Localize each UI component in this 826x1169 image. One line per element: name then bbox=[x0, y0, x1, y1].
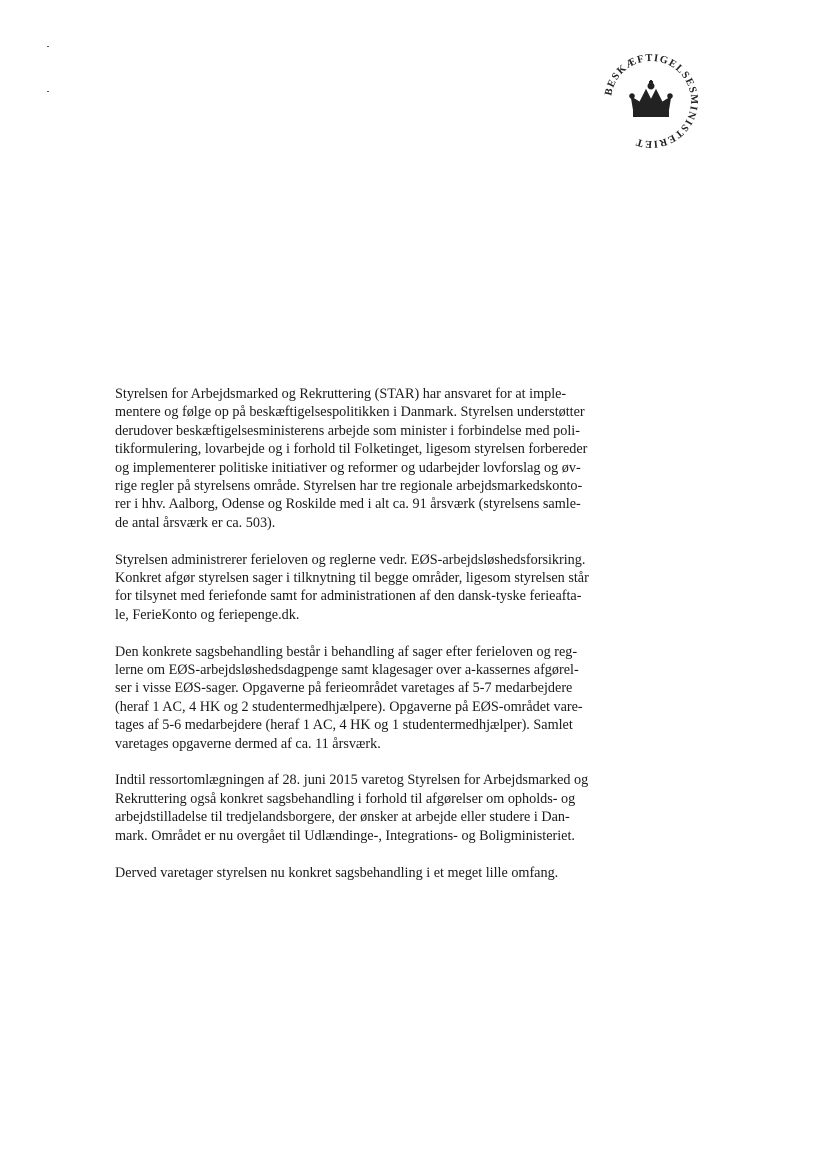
paragraph bbox=[115, 643, 627, 753]
text-line: Styrelsen for Arbejdsmarked og Rekruttering (STAR) har ansvaret for at imple- bbox=[115, 386, 567, 402]
text-line: Styrelsen administrerer ferieloven og reglerne vedr. EØS-arbejdsløshedsforsikring. bbox=[115, 551, 586, 568]
text-line: Rekruttering også konkret sagsbehandling i forhold til afgørelser om opholds- og bbox=[115, 790, 576, 807]
text-line: (heraf 1 AC, 4 HK og 2 studentermedhjælpere). Opgaverne på EØS-området vare- bbox=[115, 698, 583, 715]
text-line: for tilsynet med feriefonde samt for administrationen af den dansk-tyske ferieafta- bbox=[115, 588, 582, 605]
letter-body bbox=[115, 385, 627, 900]
text-line: Indtil ressortomlægningen af 28. juni 2015 varetog Styrelsen for Arbejdsmarked og bbox=[115, 772, 589, 789]
scan-speck bbox=[47, 46, 49, 47]
text-line: derudover beskæftigelsesministerens arbejde som minister i forbindelse med poli- bbox=[115, 422, 580, 439]
paragraph bbox=[115, 864, 627, 882]
paragraph bbox=[115, 551, 627, 625]
text-line: tikformulering, lovarbejde og i forhold til Folketinget, ligesom styrelsen forbereder bbox=[115, 441, 588, 458]
crown-icon bbox=[630, 80, 672, 116]
text-line: Den konkrete sagsbehandling består i behandling af sager efter ferieloven og reg- bbox=[115, 643, 578, 660]
text-line: rer i hhv. Aalborg, Odense og Roskilde med i alt ca. 91 årsværk (styrelsens samle- bbox=[115, 496, 581, 513]
text-line: mentere og følge op på beskæftigelsespolitikken i Danmark. Styrelsen understøtter bbox=[115, 404, 585, 421]
text-line: mark. Området er nu overgået til Udlændinge-, Integrations- og Boligministeriet. bbox=[115, 827, 575, 844]
text-line: ser i visse EØS-sager. Opgaverne på ferieområdet varetages af 5-7 medarbejdere bbox=[115, 680, 573, 697]
text-line: de antal årsværk er ca. 503). bbox=[115, 514, 276, 531]
text-line: tages af 5-6 medarbejdere (heraf 1 AC, 4 HK og 1 studentermedhjælper). Samlet bbox=[115, 717, 573, 734]
text-line: arbejdstilladelse til tredjelandsborgere, der ønsker at arbejde eller studere i Dan- bbox=[115, 809, 570, 826]
scan-speck bbox=[47, 91, 49, 92]
ministry-logo bbox=[596, 46, 706, 156]
logo-ring-text: BESKÆFTIGELSESMINISTERIET bbox=[603, 52, 700, 150]
text-line: rige regler på styrelsens område. Styrelsen har tre regionale arbejdsmarkedskonto- bbox=[115, 478, 583, 495]
text-line: lerne om EØS-arbejdsløshedsdagpenge samt klagesager over a-kassernes afgørel- bbox=[115, 662, 579, 679]
text-line: og implementerer politiske initiativer og reformer og udarbejder lovforslag og øv- bbox=[115, 459, 581, 476]
paragraph bbox=[115, 385, 627, 532]
text-line: Derved varetager styrelsen nu konkret sagsbehandling i et meget lille omfang. bbox=[115, 864, 559, 881]
text-line: le, FerieKonto og feriepenge.dk. bbox=[115, 606, 300, 623]
text-line: Konkret afgør styrelsen sager i tilknytning til begge områder, ligesom styrelsen står bbox=[115, 570, 589, 587]
text-line: varetages opgaverne dermed af ca. 11 årsværk. bbox=[115, 735, 381, 752]
paragraph bbox=[115, 771, 627, 845]
